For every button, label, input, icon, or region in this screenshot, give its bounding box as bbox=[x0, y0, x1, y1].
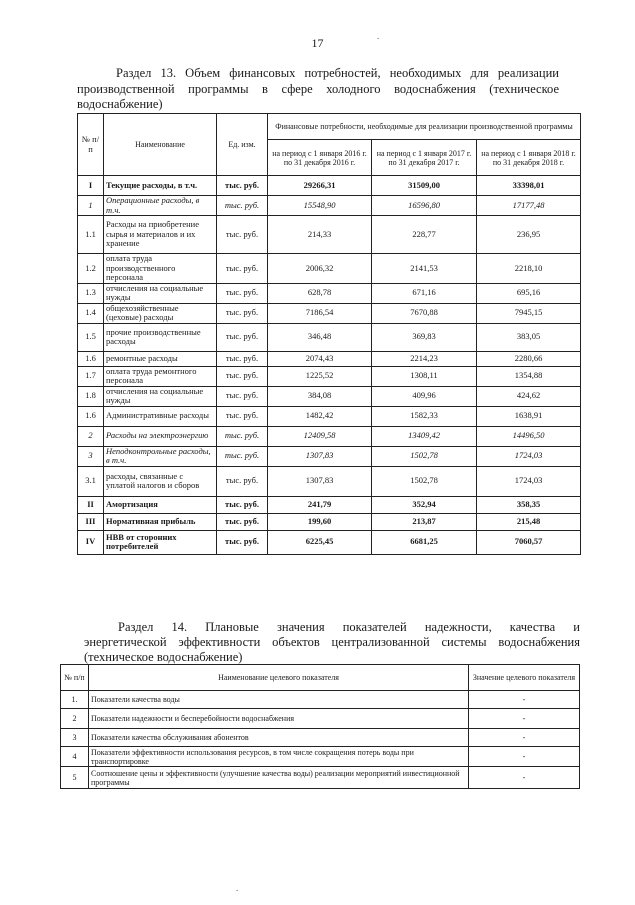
header-period-2018: на период с 1 января 2018 г. по 31 декабря 2018 г. bbox=[477, 140, 581, 176]
row-name: НВВ от сторонних потребителей bbox=[104, 530, 217, 554]
value-2016: 29266,31 bbox=[268, 176, 372, 196]
value-2018: 424,62 bbox=[477, 386, 581, 406]
section-13-line2: производственной программы в сфере холодного водоснабжения (техническое bbox=[77, 82, 559, 96]
row-number: II bbox=[78, 496, 104, 513]
value-2016: 6225,45 bbox=[268, 530, 372, 554]
section-14-heading-cont bbox=[84, 635, 580, 649]
indicator-name: Соотношение цены и эффективности (улучшение качества воды) реализации мероприятий инвестиционной программы bbox=[89, 767, 469, 789]
table-row bbox=[78, 351, 581, 366]
section-14-heading bbox=[118, 620, 580, 634]
table-row bbox=[78, 254, 581, 284]
row-number: III bbox=[78, 513, 104, 530]
row-unit: тыс. руб. bbox=[217, 303, 268, 323]
header-num: № п/п bbox=[61, 665, 89, 691]
row-name: оплата труда производственного персонала bbox=[104, 254, 217, 284]
table-row bbox=[61, 709, 580, 729]
row-unit: тыс. руб. bbox=[217, 323, 268, 351]
section-13-heading bbox=[116, 66, 559, 80]
row-unit: тыс. руб. bbox=[217, 366, 268, 386]
table-row bbox=[78, 496, 581, 513]
row-number: 3 bbox=[61, 729, 89, 747]
value-2017: 1502,78 bbox=[372, 466, 477, 496]
header-group: Финансовые потребности, необходимые для реализации производственной программы bbox=[268, 114, 581, 140]
value-2018: 383,05 bbox=[477, 323, 581, 351]
target-value: - bbox=[469, 767, 580, 789]
table-row bbox=[78, 216, 581, 254]
row-number: I bbox=[78, 176, 104, 196]
value-2017: 409,96 bbox=[372, 386, 477, 406]
table-row bbox=[61, 729, 580, 747]
value-2018: 17177,48 bbox=[477, 196, 581, 216]
table-row bbox=[78, 513, 581, 530]
row-unit: тыс. руб. bbox=[217, 386, 268, 406]
value-2016: 2074,43 bbox=[268, 351, 372, 366]
value-2018: 1724,03 bbox=[477, 466, 581, 496]
row-number: 2 bbox=[78, 426, 104, 446]
section-13-line3: водоснабжение) bbox=[77, 97, 163, 111]
row-name: оплата труда ремонтного персонала bbox=[104, 366, 217, 386]
section-14-line1: Раздел 14. Плановые значения показателей надежности, качества и bbox=[118, 620, 580, 634]
row-number: 1.6 bbox=[78, 351, 104, 366]
value-2017: 671,16 bbox=[372, 283, 477, 303]
header-name: Наименование bbox=[104, 114, 217, 176]
row-unit: тыс. руб. bbox=[217, 216, 268, 254]
header-period-2017: на период с 1 января 2017 г. по 31 декабря 2017 г. bbox=[372, 140, 477, 176]
value-2016: 1225,52 bbox=[268, 366, 372, 386]
value-2017: 213,87 bbox=[372, 513, 477, 530]
table-row bbox=[78, 406, 581, 426]
row-number: 2 bbox=[61, 709, 89, 729]
value-2017: 13409,42 bbox=[372, 426, 477, 446]
row-number: 1. bbox=[61, 691, 89, 709]
value-2016: 15548,90 bbox=[268, 196, 372, 216]
row-number: 4 bbox=[61, 747, 89, 767]
section-13-heading-last bbox=[77, 97, 559, 111]
table-row bbox=[61, 747, 580, 767]
value-2018: 2280,66 bbox=[477, 351, 581, 366]
scan-mark: . bbox=[236, 883, 239, 893]
financial-needs-table bbox=[77, 113, 581, 555]
indicator-name: Показатели эффективности использования ресурсов, в том числе сокращения потерь воды при транспортировке bbox=[89, 747, 469, 767]
value-2017: 1308,11 bbox=[372, 366, 477, 386]
value-2018: 215,48 bbox=[477, 513, 581, 530]
header-num: № п/п bbox=[78, 114, 104, 176]
header-indicator-name: Наименование целевого показателя bbox=[89, 665, 469, 691]
row-name: Нормативная прибыль bbox=[104, 513, 217, 530]
row-name: отчисления на социальные нужды bbox=[104, 283, 217, 303]
row-number: 1.2 bbox=[78, 254, 104, 284]
value-2016: 7186,54 bbox=[268, 303, 372, 323]
table-row bbox=[78, 466, 581, 496]
value-2018: 358,35 bbox=[477, 496, 581, 513]
header-period-2016: на период с 1 января 2016 г. по 31 декабря 2016 г. bbox=[268, 140, 372, 176]
indicator-name: Показатели надежности и бесперебойности водоснабжения bbox=[89, 709, 469, 729]
row-unit: тыс. руб. bbox=[217, 426, 268, 446]
value-2016: 1307,83 bbox=[268, 466, 372, 496]
row-unit: тыс. руб. bbox=[217, 496, 268, 513]
value-2018: 1354,88 bbox=[477, 366, 581, 386]
table-row bbox=[78, 530, 581, 554]
value-2017: 2141,53 bbox=[372, 254, 477, 284]
table-row bbox=[61, 691, 580, 709]
value-2018: 14496,50 bbox=[477, 426, 581, 446]
header-target-value: Значение целевого показателя bbox=[469, 665, 580, 691]
table-row bbox=[78, 446, 581, 466]
row-number: 5 bbox=[61, 767, 89, 789]
row-unit: тыс. руб. bbox=[217, 196, 268, 216]
row-number: 1.5 bbox=[78, 323, 104, 351]
row-name: прочие производственные расходы bbox=[104, 323, 217, 351]
row-unit: тыс. руб. bbox=[217, 254, 268, 284]
value-2017: 352,94 bbox=[372, 496, 477, 513]
row-unit: тыс. руб. bbox=[217, 530, 268, 554]
table-row bbox=[78, 366, 581, 386]
value-2016: 346,48 bbox=[268, 323, 372, 351]
value-2017: 2214,23 bbox=[372, 351, 477, 366]
scan-mark: . bbox=[377, 31, 380, 41]
value-2018: 33398,01 bbox=[477, 176, 581, 196]
value-2016: 2006,32 bbox=[268, 254, 372, 284]
target-value: - bbox=[469, 709, 580, 729]
row-unit: тыс. руб. bbox=[217, 446, 268, 466]
row-number: 1.8 bbox=[78, 386, 104, 406]
row-unit: тыс. руб. bbox=[217, 351, 268, 366]
row-number: 3.1 bbox=[78, 466, 104, 496]
table-row bbox=[78, 196, 581, 216]
row-name: Неподконтрольные расходы, в т.ч. bbox=[104, 446, 217, 466]
section-14-heading-last bbox=[84, 650, 580, 664]
value-2017: 6681,25 bbox=[372, 530, 477, 554]
value-2017: 31509,00 bbox=[372, 176, 477, 196]
value-2018: 7945,15 bbox=[477, 303, 581, 323]
value-2016: 214,33 bbox=[268, 216, 372, 254]
value-2018: 695,16 bbox=[477, 283, 581, 303]
value-2016: 12409,58 bbox=[268, 426, 372, 446]
row-number: 1.1 bbox=[78, 216, 104, 254]
row-name: расходы, связанные с уплатой налогов и сборов bbox=[104, 466, 217, 496]
row-unit: тыс. руб. bbox=[217, 513, 268, 530]
row-name: Расходы на приобретение сырья и материалов и их хранение bbox=[104, 216, 217, 254]
value-2017: 228,77 bbox=[372, 216, 477, 254]
table-row bbox=[61, 767, 580, 789]
row-unit: тыс. руб. bbox=[217, 176, 268, 196]
row-name: Расходы на электроэнергию bbox=[104, 426, 217, 446]
page-number: 17 bbox=[311, 36, 324, 50]
value-2018: 1638,91 bbox=[477, 406, 581, 426]
row-number: IV bbox=[78, 530, 104, 554]
value-2016: 199,60 bbox=[268, 513, 372, 530]
value-2016: 1482,42 bbox=[268, 406, 372, 426]
table-row bbox=[78, 426, 581, 446]
table-row bbox=[78, 283, 581, 303]
table-row bbox=[78, 303, 581, 323]
section-13-heading-cont bbox=[77, 82, 559, 96]
value-2018: 7060,57 bbox=[477, 530, 581, 554]
row-number: 3 bbox=[78, 446, 104, 466]
section-14-line2: энергетической эффективности объектов централизованной системы водоснабжения bbox=[84, 635, 580, 649]
row-number: 1 bbox=[78, 196, 104, 216]
target-indicators-table bbox=[60, 664, 580, 789]
value-2017: 16596,80 bbox=[372, 196, 477, 216]
value-2018: 2218,10 bbox=[477, 254, 581, 284]
target-value: - bbox=[469, 691, 580, 709]
value-2018: 236,95 bbox=[477, 216, 581, 254]
value-2016: 241,79 bbox=[268, 496, 372, 513]
row-unit: тыс. руб. bbox=[217, 283, 268, 303]
row-number: 1.4 bbox=[78, 303, 104, 323]
section-14-line3: (техническое водоснабжение) bbox=[84, 650, 243, 664]
value-2017: 369,83 bbox=[372, 323, 477, 351]
row-name: Операционные расходы, в т.ч. bbox=[104, 196, 217, 216]
table-row bbox=[78, 386, 581, 406]
row-name: ремонтные расходы bbox=[104, 351, 217, 366]
table-row bbox=[78, 323, 581, 351]
row-number: 1.3 bbox=[78, 283, 104, 303]
row-number: 1.7 bbox=[78, 366, 104, 386]
row-name: общехозяйственные (цеховые) расходы bbox=[104, 303, 217, 323]
target-value: - bbox=[469, 747, 580, 767]
row-name: отчисления на социальные нужды bbox=[104, 386, 217, 406]
row-name: Административные расходы bbox=[104, 406, 217, 426]
row-unit: тыс. руб. bbox=[217, 466, 268, 496]
row-number: 1.6 bbox=[78, 406, 104, 426]
value-2016: 384,08 bbox=[268, 386, 372, 406]
section-13-line1: Раздел 13. Объем финансовых потребностей, необходимых для реализации bbox=[116, 66, 559, 80]
value-2017: 7670,88 bbox=[372, 303, 477, 323]
indicator-name: Показатели качества воды bbox=[89, 691, 469, 709]
table-row bbox=[78, 176, 581, 196]
target-value: - bbox=[469, 729, 580, 747]
value-2017: 1582,33 bbox=[372, 406, 477, 426]
value-2017: 1502,78 bbox=[372, 446, 477, 466]
row-name: Амортизация bbox=[104, 496, 217, 513]
header-unit: Ед. изм. bbox=[217, 114, 268, 176]
row-unit: тыс. руб. bbox=[217, 406, 268, 426]
value-2016: 628,78 bbox=[268, 283, 372, 303]
value-2018: 1724,03 bbox=[477, 446, 581, 466]
row-name: Текущие расходы, в т.ч. bbox=[104, 176, 217, 196]
indicator-name: Показатели качества обслуживания абонентов bbox=[89, 729, 469, 747]
value-2016: 1307,83 bbox=[268, 446, 372, 466]
